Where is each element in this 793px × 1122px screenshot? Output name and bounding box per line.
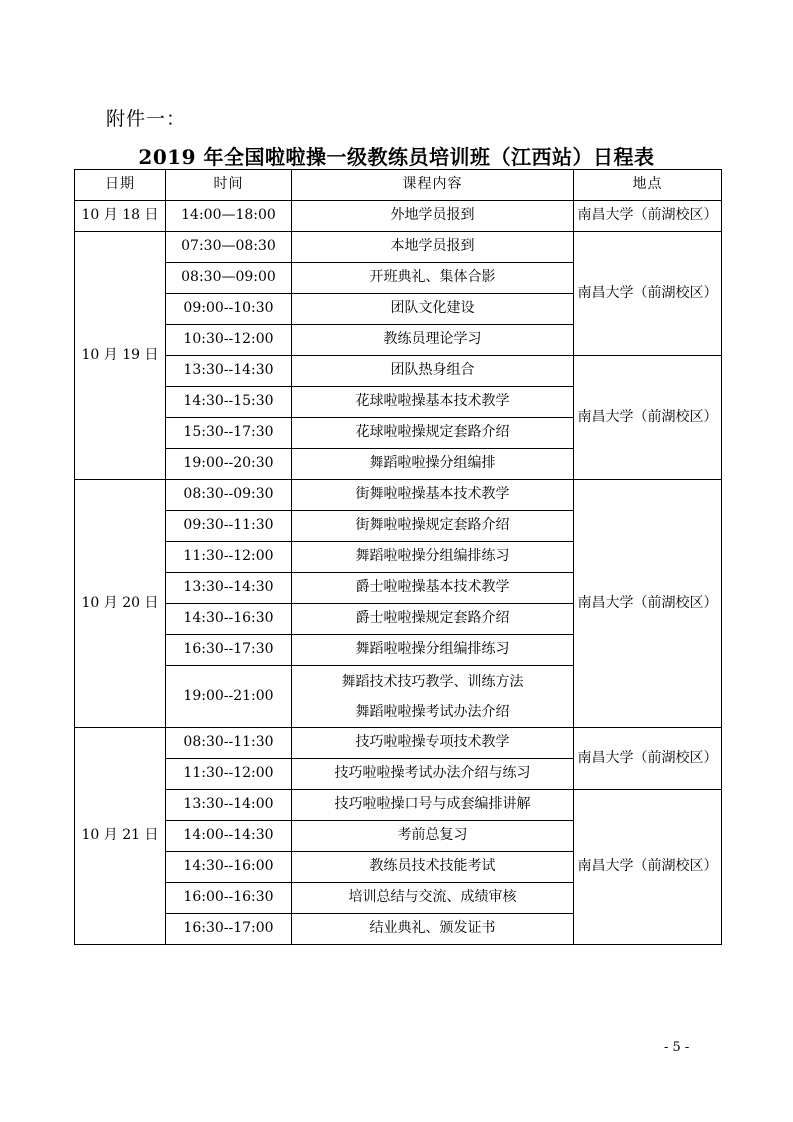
content-cell: 舞蹈啦啦操分组编排练习 [292, 635, 574, 666]
content-cell: 花球啦啦操规定套路介绍 [292, 418, 574, 449]
header-row [75, 170, 722, 201]
content-cell: 花球啦啦操基本技术教学 [292, 387, 574, 418]
location-cell: 南昌大学（前湖校区） [574, 201, 722, 232]
content-cell: 舞蹈啦啦操分组编排练习 [292, 542, 574, 573]
location-cell: 南昌大学（前湖校区） [574, 790, 722, 945]
page-number: - 5 - [664, 1040, 690, 1055]
schedule-row [75, 232, 722, 263]
time-cell: 15:30--17:30 [166, 418, 292, 449]
time-cell: 11:30--12:00 [166, 542, 292, 573]
header-content: 课程内容 [292, 170, 574, 201]
time-cell: 10:30--12:00 [166, 325, 292, 356]
date-cell: 10 月 18 日 [75, 201, 166, 232]
schedule-row [75, 790, 722, 821]
time-cell: 14:30--16:30 [166, 604, 292, 635]
content-cell: 技巧啦啦操口号与成套编排讲解 [292, 790, 574, 821]
time-cell: 14:00—18:00 [166, 201, 292, 232]
content-cell: 考前总复习 [292, 821, 574, 852]
content-cell [292, 666, 574, 728]
content-line: 舞蹈啦啦操考试办法介绍 [355, 703, 510, 720]
time-cell: 08:30--09:30 [166, 480, 292, 511]
content-cell: 外地学员报到 [292, 201, 574, 232]
content-cell: 开班典礼、集体合影 [292, 263, 574, 294]
time-cell: 14:00--14:30 [166, 821, 292, 852]
date-cell: 10 月 20 日 [75, 480, 166, 728]
time-cell: 07:30—08:30 [166, 232, 292, 263]
time-cell: 08:30—09:00 [166, 263, 292, 294]
content-cell: 教练员技术技能考试 [292, 852, 574, 883]
content-cell: 团队文化建设 [292, 294, 574, 325]
location-cell: 南昌大学（前湖校区） [574, 480, 722, 728]
content-cell: 爵士啦啦操规定套路介绍 [292, 604, 574, 635]
content-cell: 街舞啦啦操规定套路介绍 [292, 511, 574, 542]
time-cell: 13:30--14:00 [166, 790, 292, 821]
content-cell: 团队热身组合 [292, 356, 574, 387]
time-cell: 08:30--11:30 [166, 728, 292, 759]
content-cell: 爵士啦啦操基本技术教学 [292, 573, 574, 604]
attachment-label: 附件一： [106, 108, 187, 130]
time-cell: 14:30--15:30 [166, 387, 292, 418]
time-cell: 19:00--20:30 [166, 449, 292, 480]
content-cell: 技巧啦啦操专项技术教学 [292, 728, 574, 759]
time-cell: 09:30--11:30 [166, 511, 292, 542]
time-cell: 09:00--10:30 [166, 294, 292, 325]
schedule-row [75, 356, 722, 387]
time-cell: 14:30--16:00 [166, 852, 292, 883]
date-cell: 10 月 21 日 [75, 728, 166, 945]
content-cell: 技巧啦啦操考试办法介绍与练习 [292, 759, 574, 790]
schedule-row [75, 728, 722, 759]
document-title: 2019 年全国啦啦操一级教练员培训班（江西站）日程表 [138, 145, 655, 169]
time-cell: 16:00--16:30 [166, 883, 292, 914]
header-time: 时间 [166, 170, 292, 201]
content-cell: 舞蹈啦啦操分组编排 [292, 449, 574, 480]
content-cell: 教练员理论学习 [292, 325, 574, 356]
content-cell: 街舞啦啦操基本技术教学 [292, 480, 574, 511]
content-cell: 结业典礼、颁发证书 [292, 914, 574, 945]
schedule-table [74, 169, 722, 945]
time-cell: 19:00--21:00 [166, 666, 292, 728]
time-cell: 13:30--14:30 [166, 356, 292, 387]
content-line: 舞蹈技术技巧教学、训练方法 [341, 673, 524, 690]
time-cell: 16:30--17:30 [166, 635, 292, 666]
content-cell: 培训总结与交流、成绩审核 [292, 883, 574, 914]
location-cell: 南昌大学（前湖校区） [574, 232, 722, 356]
content-cell: 本地学员报到 [292, 232, 574, 263]
time-cell: 13:30--14:30 [166, 573, 292, 604]
location-cell: 南昌大学（前湖校区） [574, 356, 722, 480]
date-cell: 10 月 19 日 [75, 232, 166, 480]
header-location: 地点 [574, 170, 722, 201]
time-cell: 11:30--12:00 [166, 759, 292, 790]
time-cell: 16:30--17:00 [166, 914, 292, 945]
schedule-row [75, 201, 722, 232]
location-cell: 南昌大学（前湖校区） [574, 728, 722, 790]
schedule-row [75, 480, 722, 511]
header-date: 日期 [75, 170, 166, 201]
